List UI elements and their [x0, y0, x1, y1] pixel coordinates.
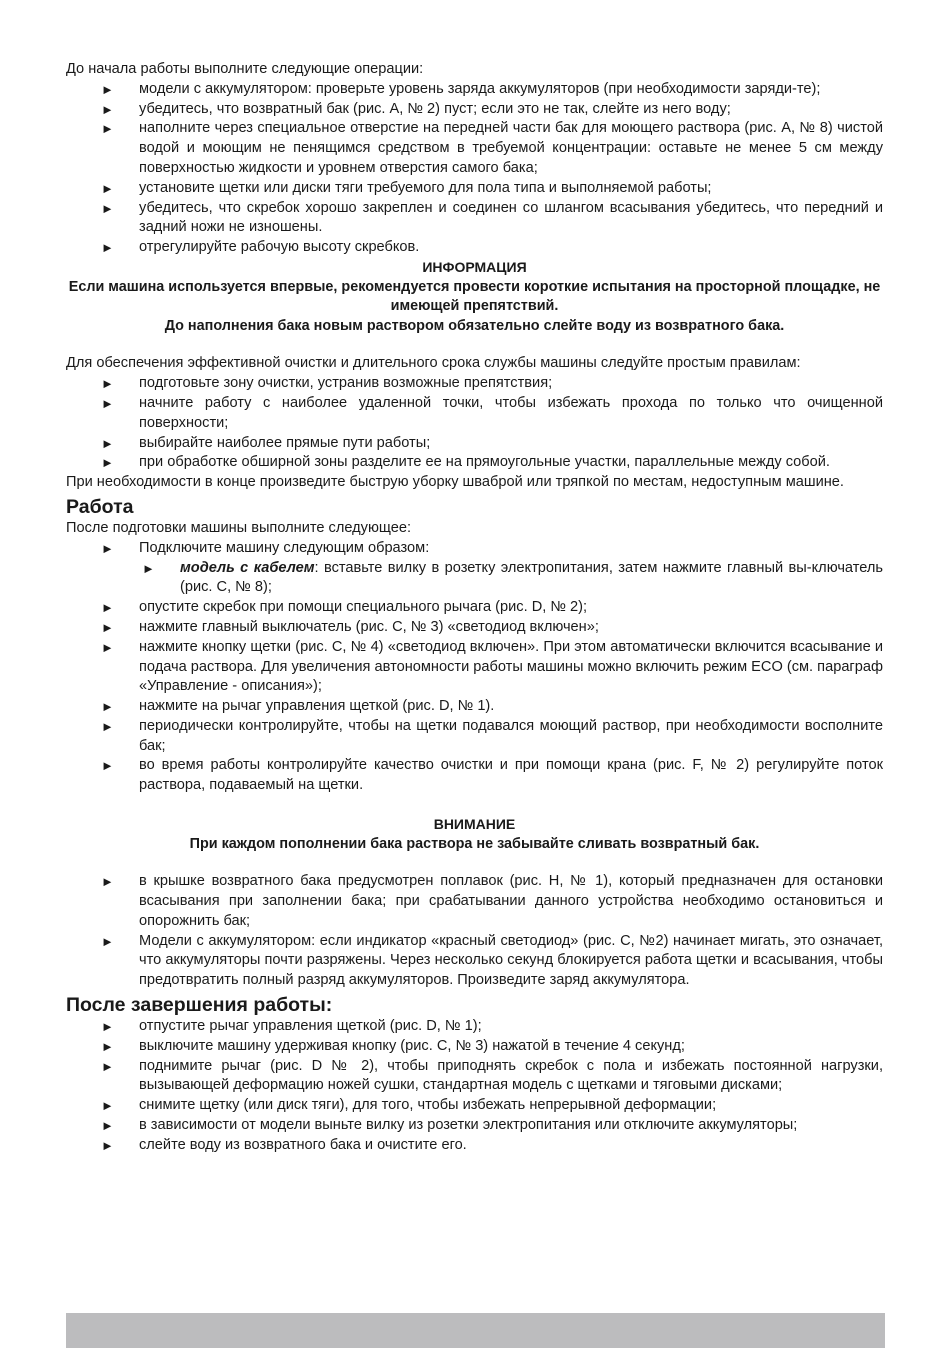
list-item: ► наполните через специальное отверстие на передней части бак для моющего раствора (рис. A, № 8) чистой водой и моющим не пенящимся средством в требуемой концентрации: оставьте не менее 5 см между поверхностью жидкости и уровнем отверстия самого бака; — [101, 120, 883, 176]
list-item: ► поднимите рычаг (рис. D № 2), чтобы приподнять скребок с пола и избежать постоянной нагрузки, вызывающей деформацию ножей сушки, стандартная модель с щетками и тяговыми дисками; — [101, 1057, 883, 1094]
finish-list — [66, 1017, 883, 1156]
bullet-arrow-icon: ► — [101, 718, 114, 734]
bullet-arrow-icon: ► — [101, 600, 114, 616]
list-item: ► нажмите кнопку щетки (рис. C, № 4) «светодиод включен». При этом автоматически включится всасывание и подача раствора. Для увеличения автономности работы машины можно включить режим ECO (см. параграф «Управление - описания»); — [101, 638, 883, 695]
list-item: ► снимите щетку (или диск тяги), для того, чтобы избежать непрерывной деформации; — [66, 1096, 883, 1116]
list-item: ► нажмите на рычаг управления щеткой (рис. D, № 1). — [66, 697, 883, 717]
footer-bar — [66, 1313, 885, 1348]
rules-list — [66, 374, 883, 473]
list-item: ► начните работу с наиболее удаленной точки, чтобы избежать прохода по только что очищенной поверхности; — [101, 394, 883, 431]
bullet-arrow-icon: ► — [101, 1118, 114, 1134]
work-list-2 — [66, 598, 883, 796]
bullet-arrow-icon: ► — [101, 101, 114, 117]
list-item: ► Подключите машину следующим образом: — [66, 539, 883, 559]
bullet-arrow-icon: ► — [101, 619, 114, 635]
prep-intro: До начала работы выполните следующие операции: — [66, 61, 424, 77]
finish-heading: После завершения работы: — [66, 994, 333, 1017]
bullet-arrow-icon: ► — [101, 1058, 114, 1074]
bullet-arrow-icon: ► — [101, 455, 114, 471]
prep-list — [66, 80, 883, 258]
bullet-arrow-icon: ► — [101, 699, 114, 715]
work-intro: После подготовки машины выполните следующее: — [66, 519, 412, 536]
warning-notice — [66, 815, 883, 854]
warning-title: ВНИМАНИЕ — [433, 816, 516, 833]
list-item: ► периодически контролируйте, чтобы на щетки подавался моющий раствор, при необходимости восполните бак; — [101, 717, 883, 754]
info-notice — [66, 258, 883, 336]
rules-outro: При необходимости в конце произведите быструю уборку шваброй или тряпкой по местам, недоступным машине. — [66, 474, 844, 491]
model-cable-label: модель с кабелем — [180, 559, 315, 576]
bullet-arrow-icon: ► — [101, 758, 114, 774]
list-item: ► убедитесь, что скребок хорошо закреплен и соединен со шлангом всасывания убедитесь, что передний и задний ножи не изношены. — [101, 199, 883, 236]
list-item: ► убедитесь, что возвратный бак (рис. A, № 2) пуст; если это не так, слейте из него воду; — [66, 100, 883, 120]
bullet-arrow-icon: ► — [101, 540, 114, 556]
list-item: ► во время работы контролируйте качество очистки и при помощи крана (рис. F, № 2) регулируйте поток раствора, подаваемый на щетки. — [101, 757, 883, 794]
list-item: ► Модели с аккумулятором: если индикатор «красный светодиод» (рис. C, №2) начинает мигать, это означает, что аккумуляторы почти разряжены. Через несколько секунд блокируется работа щетки и всасывания, чтобы предотвратить полный разряд аккумуляторов. Произведите заряд аккумулятора. — [101, 932, 883, 989]
list-item: ► опустите скребок при помощи специального рычага (рис. D, № 2); — [66, 598, 883, 618]
bullet-arrow-icon: ► — [101, 639, 114, 655]
warning-line: При каждом пополнении бака раствора не забывайте сливать возвратный бак. — [189, 835, 760, 852]
bullet-arrow-icon: ► — [101, 395, 114, 411]
bullet-arrow-icon: ► — [101, 874, 114, 890]
bullet-arrow-icon: ► — [101, 121, 114, 137]
work-heading: Работа — [66, 495, 134, 518]
bullet-arrow-icon: ► — [101, 81, 114, 97]
bullet-arrow-icon: ► — [101, 200, 114, 216]
list-item: ► в крышке возвратного бака предусмотрен поплавок (рис. H, № 1), который предназначен для остановки всасывания при заполнении бака; при срабатывании данного устройства необходимо остановиться и опорожнить бак; — [101, 873, 883, 929]
bullet-arrow-icon: ► — [101, 1038, 114, 1054]
rules-intro: Для обеспечения эффективной очистки и длительного срока службы машины следуйте простым правилам: — [66, 355, 801, 372]
bullet-arrow-icon: ► — [142, 560, 155, 576]
bullet-arrow-icon: ► — [101, 933, 114, 949]
work-list — [66, 539, 883, 559]
bullet-arrow-icon: ► — [101, 180, 114, 196]
list-item: ► подготовьте зону очистки, устранив возможные препятствия; — [66, 374, 883, 394]
document-page — [66, 60, 883, 1156]
bullet-arrow-icon: ► — [101, 240, 114, 256]
bullet-arrow-icon: ► — [101, 1137, 114, 1153]
bullet-arrow-icon: ► — [101, 435, 114, 451]
info-line-2: До наполнения бака новым раствором обязательно слейте воду из возвратного бака. — [164, 317, 785, 334]
bullet-arrow-icon: ► — [101, 376, 114, 392]
list-item: ► при обработке обширной зоны разделите ее на прямоугольные участки, параллельные между собой. — [66, 453, 883, 473]
work-sub-list — [66, 559, 883, 599]
list-item: ► нажмите главный выключатель (рис. C, № 3) «светодиод включен»; — [66, 618, 883, 638]
info-line-1: Если машина используется впервые, рекомендуется провести короткие испытания на просторной площадке, не имеющей препятствий. — [68, 278, 881, 315]
list-item: ► отрегулируйте рабочую высоту скребков. — [66, 238, 883, 258]
list-item: ► отпустите рычаг управления щеткой (рис. D, № 1); — [66, 1017, 883, 1037]
list-item: ► модель с кабелем: вставьте вилку в розетку электропитания, затем нажмите главный вы-ключатель (рис. C, № 8); — [142, 559, 883, 596]
list-item: ► установите щетки или диски тяги требуемого для пола типа и выполняемой работы; — [66, 179, 883, 199]
after-warning-list — [66, 872, 883, 991]
bullet-arrow-icon: ► — [101, 1098, 114, 1114]
list-item: ► в зависимости от модели выньте вилку из розетки электропитания или отключите аккумуляторы; — [66, 1116, 883, 1136]
list-item: ► модели с аккумулятором: проверьте уровень заряда аккумуляторов (при необходимости заряди-те); — [66, 80, 883, 100]
list-item: ► выключите машину удерживая кнопку (рис. C, № 3) нажатой в течение 4 секунд; — [66, 1037, 883, 1057]
list-item: ► слейте воду из возвратного бака и очистите его. — [66, 1136, 883, 1156]
info-title: ИНФОРМАЦИЯ — [422, 258, 527, 275]
bullet-arrow-icon: ► — [101, 1019, 114, 1035]
list-item: ► выбирайте наиболее прямые пути работы; — [66, 434, 883, 454]
